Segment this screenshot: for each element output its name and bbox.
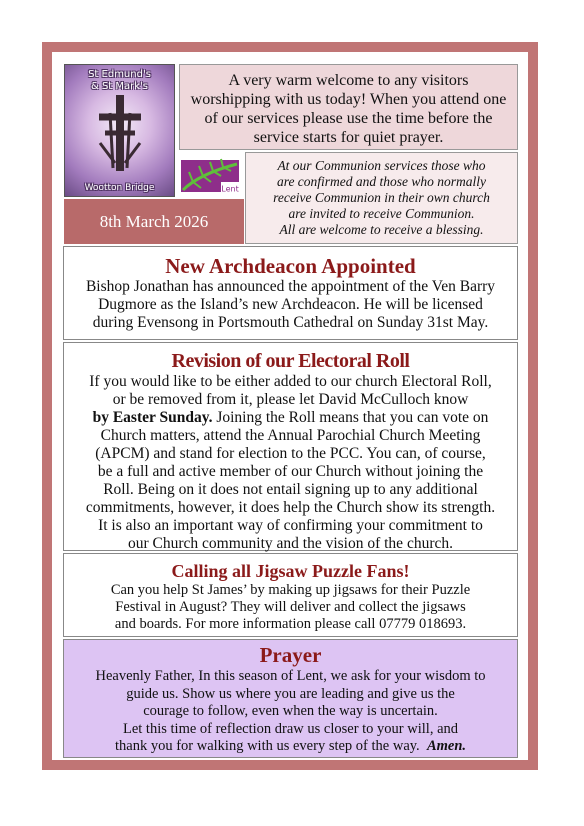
electoral-line: Roll. Being on it does not entail signing up to any additional bbox=[103, 481, 478, 498]
jigsaw-section bbox=[63, 553, 518, 637]
prayer-amen: Amen. bbox=[426, 738, 467, 754]
electoral-line: be a full and active member of our Church without joining the bbox=[97, 463, 484, 480]
archdeacon-line: Bishop Jonathan has announced the appointment of the Ven Barry bbox=[85, 278, 496, 295]
electoral-line bbox=[64, 409, 517, 427]
communion-line: are confirmed and those who normally bbox=[276, 174, 487, 189]
electoral-line: (APCM) and stand for election to the PCC. You can, of course, bbox=[95, 445, 486, 462]
electoral-roll-title: Revision of our Electoral Roll bbox=[171, 350, 410, 372]
electoral-line: If you would like to be either added to our church Electoral Roll, bbox=[89, 373, 492, 390]
easter-deadline: by Easter Sunday. bbox=[92, 409, 213, 426]
prayer-line: Let this time of reflection draw us closer to your will, and bbox=[122, 720, 459, 737]
archdeacon-section bbox=[63, 246, 518, 340]
electoral-line: or be removed from it, please let David McCulloch know bbox=[112, 391, 469, 408]
welcome-line: worshipping with us today! When you attend one bbox=[190, 91, 507, 108]
welcome-line: of our services please use the time before the bbox=[204, 110, 493, 127]
prayer-title: Prayer bbox=[259, 643, 322, 667]
welcome-box bbox=[179, 64, 518, 150]
electoral-roll-section bbox=[63, 342, 518, 551]
archdeacon-line: during Evensong in Portsmouth Cathedral on Sunday 31st May. bbox=[92, 314, 489, 331]
cross-icon bbox=[85, 93, 155, 173]
prayer-section bbox=[63, 639, 518, 758]
electoral-line-rest: Joining the Roll means that you can vote on bbox=[212, 409, 489, 426]
jigsaw-line: Festival in August? They will deliver and collect the jigsaws bbox=[115, 599, 466, 615]
jigsaw-title: Calling all Jigsaw Puzzle Fans! bbox=[171, 561, 410, 581]
jigsaw-line: and boards. For more information please call 07779 018693. bbox=[114, 616, 467, 632]
logo-top-text: St Edmund's & St Mark's bbox=[88, 69, 151, 92]
archdeacon-line: Dugmore as the Island’s new Archdeacon. He will be licensed bbox=[98, 296, 483, 313]
prayer-line: Heavenly Father, In this season of Lent, we ask for your wisdom to bbox=[95, 668, 486, 684]
communion-line: receive Communion in their own church bbox=[273, 190, 490, 205]
electoral-line: Church matters, attend the Annual Parochial Church Meeting bbox=[100, 427, 481, 444]
prayer-line bbox=[64, 738, 517, 756]
archdeacon-title: New Archdeacon Appointed bbox=[165, 254, 416, 278]
welcome-line: service starts for quiet prayer. bbox=[253, 129, 444, 146]
electoral-line: It is also an important way of confirming your commitment to bbox=[98, 517, 483, 534]
electoral-line: commitments, however, it does help the Church show its strength. bbox=[85, 499, 496, 516]
lent-logo bbox=[179, 154, 241, 198]
communion-line: are invited to receive Communion. bbox=[288, 206, 475, 221]
service-date: 8th March 2026 bbox=[64, 199, 244, 244]
prayer-line: courage to follow, even when the way is uncertain. bbox=[143, 703, 438, 719]
jigsaw-line: Can you help St James’ by making up jigsaws for their Puzzle bbox=[110, 582, 471, 598]
communion-line: At our Communion services those who bbox=[277, 158, 486, 173]
communion-box bbox=[245, 152, 518, 244]
lent-logo-text: Lent bbox=[221, 184, 239, 194]
logo-bottom-text: Wootton Bridge bbox=[84, 183, 155, 193]
church-logo bbox=[64, 64, 175, 197]
prayer-last-line: thank you for walking with us every step of the way. bbox=[114, 738, 420, 754]
communion-line: All are welcome to receive a blessing. bbox=[279, 222, 484, 237]
welcome-line: A very warm welcome to any visitors bbox=[228, 72, 469, 89]
prayer-line: guide us. Show us where you are leading and give us the bbox=[126, 685, 455, 702]
electoral-line: our Church community and the vision of the church. bbox=[127, 535, 453, 552]
